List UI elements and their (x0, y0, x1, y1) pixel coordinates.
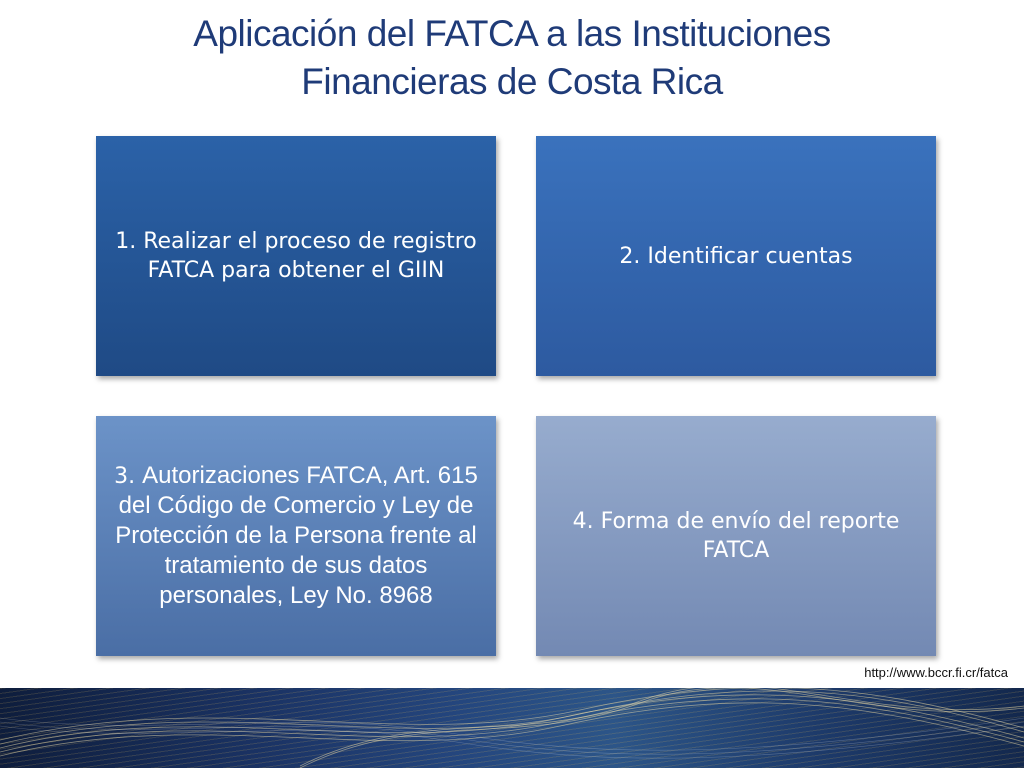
step-box-4 (536, 416, 936, 656)
step-1-text: 1. Realizar el proceso de registro FATCA para obtener el GIIN (115, 229, 477, 283)
banknote-wave-graphic (0, 688, 1024, 768)
step-box-3 (96, 416, 496, 656)
step-2-text: 2. Identificar cuentas (619, 243, 853, 269)
step-3-text: Autorizaciones FATCA, Art. 615 del Código de Comercio y Ley de Protección de la Persona frente al tratamiento de sus datos personales, Ley No. 8968 (115, 462, 478, 609)
decorative-banknote-banner (0, 688, 1024, 768)
step-box-2 (536, 136, 936, 376)
source-link[interactable]: http://www.bccr.fi.cr/fatca (864, 665, 1008, 680)
title-line-1: Aplicación del FATCA a las Instituciones (193, 13, 831, 54)
step-box-1 (96, 136, 496, 376)
step-4-text: 4. Forma de envío del reporte FATCA (572, 509, 900, 563)
title-line-2: Financieras de Costa Rica (301, 61, 723, 102)
step-3-number: 3. (114, 464, 143, 489)
slide-title (60, 10, 964, 106)
